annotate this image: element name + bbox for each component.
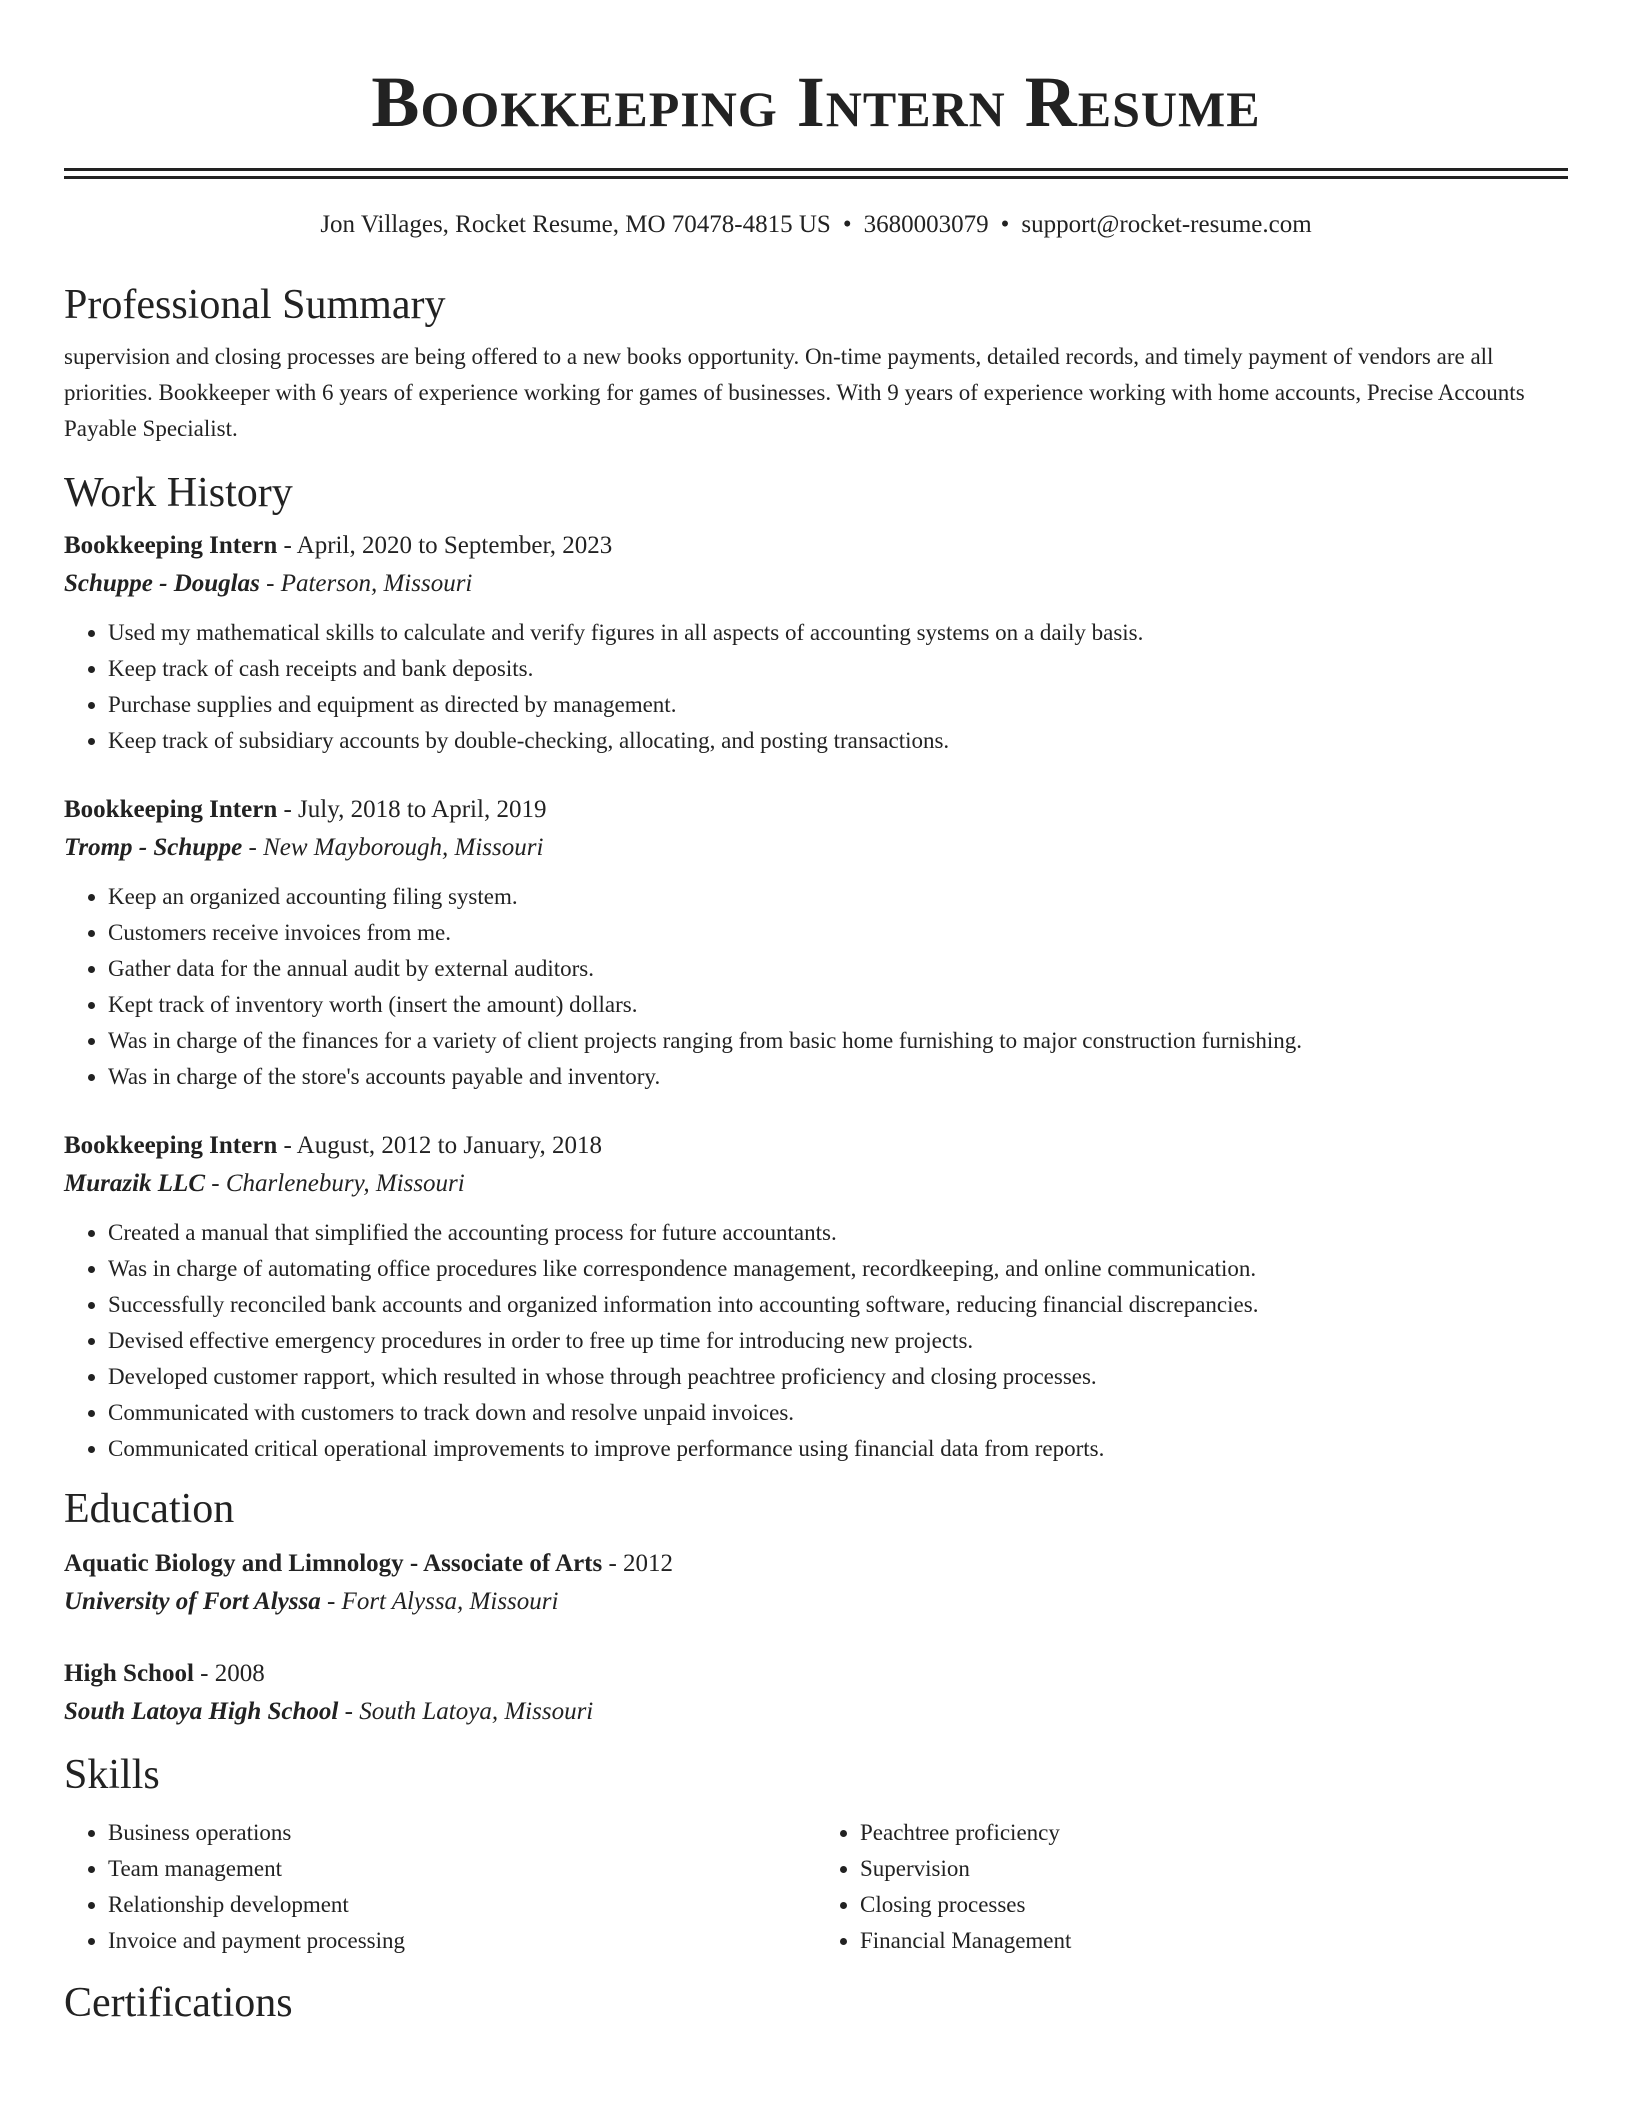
job-location: - Paterson, Missouri [259, 570, 473, 597]
skill-item: • Peachtree proficiency [860, 1815, 1568, 1851]
education-degree: High School [64, 1660, 194, 1687]
education-school: South Latoya High School [64, 1698, 339, 1725]
list-item: • Communicated with customers to track down and resolve unpaid invoices. [108, 1395, 1568, 1431]
job-company: Schuppe - Douglas [64, 570, 260, 597]
job-employer-line [64, 829, 1568, 867]
job-dates: - April, 2020 to September, 2023 [277, 532, 613, 559]
list-item: • Used my mathematical skills to calculate and verify figures in all aspects of accounting systems on a daily basis. [108, 615, 1568, 651]
skills-heading: Skills [64, 1752, 160, 1798]
list-item: • Was in charge of the finances for a variety of client projects ranging from basic home furnishing to major construction furnishing. [108, 1023, 1568, 1059]
education-school: University of Fort Alyssa [64, 1588, 321, 1615]
list-item: • Developed customer rapport, which resulted in whose through peachtree proficiency and closing processes. [108, 1359, 1568, 1395]
list-item: • Customers receive invoices from me. [108, 915, 1568, 951]
education-entry [64, 1655, 1568, 1731]
education-degree: Aquatic Biology and Limnology - Associate of Arts [64, 1550, 603, 1577]
list-item: • Devised effective emergency procedures in order to free up time for introducing new projects. [108, 1323, 1568, 1359]
job-entry [64, 1127, 1568, 1467]
job-location: - New Mayborough, Missouri [242, 834, 544, 861]
job-entry [64, 527, 1568, 759]
skill-item: • Relationship development [108, 1887, 816, 1923]
list-item: • Was in charge of automating office procedures like correspondence management, recordkeeping, and online communication. [108, 1251, 1568, 1287]
contact-address: Jon Villages, Rocket Resume, MO 70478-4815 US [320, 211, 831, 238]
job-location: - Charlenebury, Missouri [205, 1170, 465, 1197]
title-double-rule [64, 168, 1568, 171]
list-item: • Purchase supplies and equipment as directed by management. [108, 687, 1568, 723]
job-company: Tromp - Schuppe [64, 834, 243, 861]
job-title: Bookkeeping Intern [64, 532, 278, 559]
job-dates: - July, 2018 to April, 2019 [277, 796, 547, 823]
list-item: • Communicated critical operational improvements to improve performance using financial data from reports. [108, 1431, 1568, 1467]
job-header [64, 791, 1568, 829]
resume-title: Bookkeeping Intern Resume [371, 62, 1261, 142]
job-title: Bookkeeping Intern [64, 1132, 278, 1159]
list-item: • Keep track of subsidiary accounts by double-checking, allocating, and posting transactions. [108, 723, 1568, 759]
list-item: • Successfully reconciled bank accounts and organized information into accounting software, reducing financial discrepancies. [108, 1287, 1568, 1323]
list-item: • Created a manual that simplified the accounting process for future accountants. [108, 1215, 1568, 1251]
education-school-line [64, 1583, 1568, 1621]
education-heading: Education [64, 1486, 235, 1532]
skill-item: • Financial Management [860, 1923, 1568, 1959]
contact-separator: • [842, 211, 852, 238]
job-company: Murazik LLC [64, 1170, 206, 1197]
job-header [64, 1127, 1568, 1165]
skill-item: • Team management [108, 1851, 816, 1887]
job-bullet-list [64, 615, 1568, 759]
education-year: - 2012 [602, 1550, 674, 1577]
skill-item: • Supervision [860, 1851, 1568, 1887]
contact-separator: • [1000, 211, 1010, 238]
skills-columns [64, 1815, 1568, 1959]
skill-item: • Closing processes [860, 1887, 1568, 1923]
education-location: - Fort Alyssa, Missouri [320, 1588, 559, 1615]
list-item: • Keep track of cash receipts and bank deposits. [108, 651, 1568, 687]
work-history-heading: Work History [64, 470, 293, 516]
contact-email: support@rocket-resume.com [1021, 211, 1312, 238]
education-year: - 2008 [193, 1660, 265, 1687]
skills-list-left [64, 1815, 816, 1959]
list-item: • Gather data for the annual audit by external auditors. [108, 951, 1568, 987]
job-entry [64, 791, 1568, 1095]
education-entry [64, 1545, 1568, 1621]
education-degree-line [64, 1655, 1568, 1693]
job-header [64, 527, 1568, 565]
job-bullet-list [64, 879, 1568, 1095]
job-employer-line [64, 1165, 1568, 1203]
summary-heading: Professional Summary [64, 282, 446, 328]
job-title: Bookkeeping Intern [64, 796, 278, 823]
job-bullet-list [64, 1215, 1568, 1467]
list-item: • Kept track of inventory worth (insert the amount) dollars. [108, 987, 1568, 1023]
certifications-heading: Certifications [64, 1980, 293, 2026]
list-item: • Keep an organized accounting filing system. [108, 879, 1568, 915]
summary-text: supervision and closing processes are being offered to a new books opportunity. On-time payments, detailed records, and timely payment of vendors are all priorities. Bookkeeper with 6 years of experience working for games of businesses. With 9 years of experience working with home accounts, Precise Accounts Payable Specialist. [64, 344, 1525, 441]
resume-page [64, 0, 1568, 2029]
job-dates: - August, 2012 to January, 2018 [277, 1132, 602, 1159]
education-school-line [64, 1693, 1568, 1731]
contact-phone: 3680003079 [863, 211, 989, 238]
skill-item: • Business operations [108, 1815, 816, 1851]
contact-line [64, 207, 1568, 243]
skills-list-right [816, 1815, 1568, 1959]
job-employer-line [64, 565, 1568, 603]
skill-item: • Invoice and payment processing [108, 1923, 816, 1959]
list-item: • Was in charge of the store's accounts payable and inventory. [108, 1059, 1568, 1095]
education-degree-line [64, 1545, 1568, 1583]
education-location: - South Latoya, Missouri [338, 1698, 594, 1725]
